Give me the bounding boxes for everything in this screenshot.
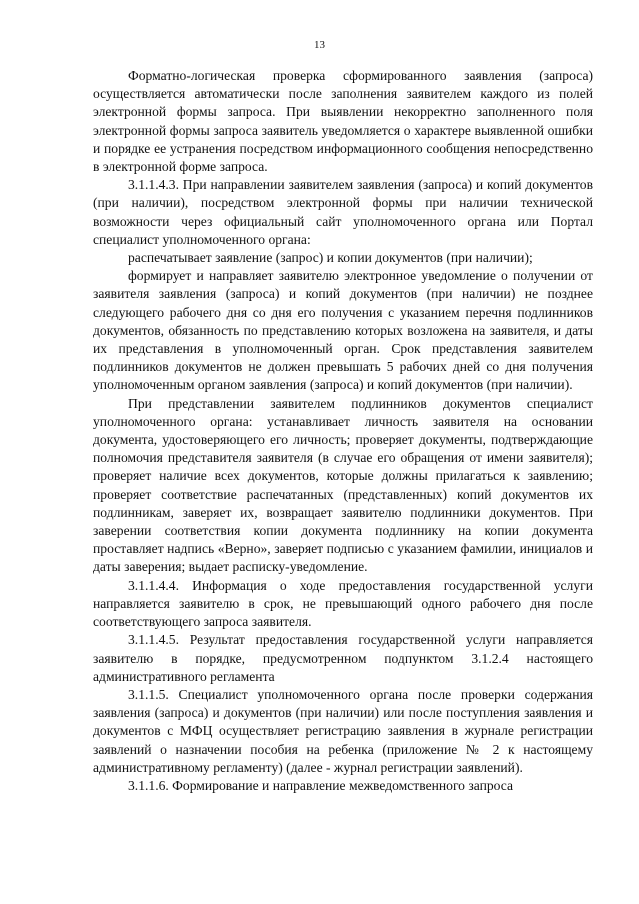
paragraph-3-1-1-5: 3.1.1.5. Специалист уполномоченного органа после проверки содержания заявления (запроса) и документов (при наличии) или после поступления заявления и документов с МФЦ осуществляет регистрацию заявления в журнале регистрации заявлений о назначении пособия на ребенка (приложение № 2 к настоящему административному регламенту) (далее - журнал регистрации заявлений). — [93, 686, 593, 775]
page-number: 13 — [314, 39, 325, 51]
paragraph-3-1-1-6: 3.1.1.6. Формирование и направление межведомственного запроса — [128, 777, 514, 793]
paragraph-format-check: Форматно-логическая проверка сформированного заявления (запроса) осуществляется автоматически после заполнения заявителем каждого из полей электронной формы запроса. При выявлении некорректно заполненного поля электронной формы запроса заявитель уведомляется о характере выявленной ошибки и порядке ее устранения посредством информационного сообщения непосредственно в электронной форме запроса. — [93, 68, 593, 175]
paragraph-prints-application: распечатывает заявление (запрос) и копии документов (при наличии); — [128, 250, 533, 266]
document-body — [93, 67, 593, 795]
paragraph-3-1-1-4-3: 3.1.1.4.3. При направлении заявителем заявления (запроса) и копий документов (при наличии), посредством электронной формы при наличии технической возможности через официальный сайт уполномоченного органа или Портал специалист уполномоченного органа: — [93, 177, 593, 247]
paragraph-3-1-1-4-5: 3.1.1.4.5. Результат предоставления государственной услуги направляется заявителю в порядке, предусмотренном подпунктом 3.1.2.4 настоящего административного регламента — [93, 632, 593, 684]
paragraph-originals-check: При представлении заявителем подлинников документов специалист уполномоченного органа: устанавливает личность заявителя на основании документа, удостоверяющего его личность; проверяет документы, подтверждающие полномочия представителя заявителя (в случае его обращения от имени заявителя); проверяет наличие всех документов, которые должны прилагаться к заявлению; проверяет соответствие распечатанных (представленных) копий документов их подлинникам, заверяет их, возвращает заявителю подлинники документов. При заверении соответствия копии документа подлиннику на копии документа проставляет надпись «Верно», заверяет подписью с указанием фамилии, инициалов и даты заверения; выдает расписку-уведомление. — [93, 395, 593, 575]
paragraph-electronic-notice: формирует и направляет заявителю электронное уведомление о получении от заявителя заявления (запроса) и копий документов (при наличии) не позднее следующего рабочего дня со дня его получения с указанием перечня подлинников документов, обязанность по представлению которых возложена на заявителя, и даты их представления в уполномоченный орган. Срок представления заявителем подлинников документов не должен превышать 5 рабочих дней со дня получения уполномоченным органом заявления (запроса) и копий документов (при наличии). — [93, 268, 593, 393]
paragraph-3-1-1-4-4: 3.1.1.4.4. Информация о ходе предоставления государственной услуги направляется заявителю в срок, не превышающий одного рабочего дня после соответствующего запроса заявителя. — [93, 577, 593, 630]
